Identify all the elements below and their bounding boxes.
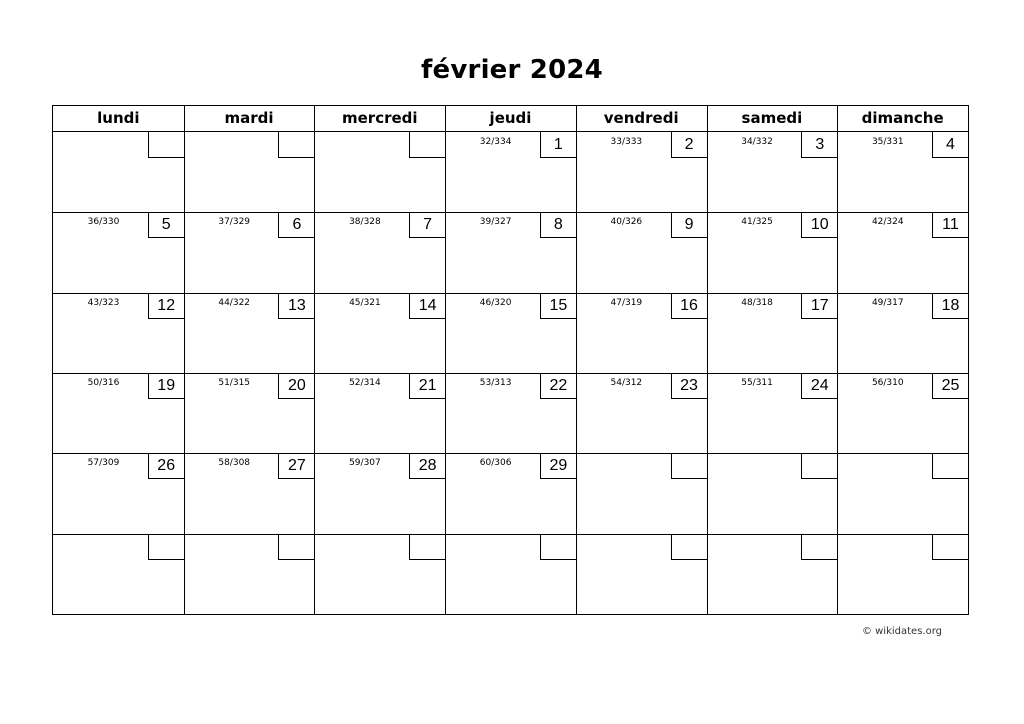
day-of-year-label: 56/310 [871,378,904,388]
day-of-year-label: 32/334 [479,137,512,147]
day-of-year-label: 49/317 [871,297,904,308]
day-number: 14 [409,293,445,319]
day-of-year-label: 53/313 [479,378,512,388]
day-of-year-label: 52/314 [349,378,381,388]
day-of-year-label: 43/323 [87,297,120,308]
day-cell [445,293,576,373]
day-of-year-label: 33/333 [610,137,643,147]
day-cell [837,212,968,292]
day-number: 17 [801,293,837,319]
day-of-year-label: 36/330 [87,217,120,228]
day-cell [576,373,707,453]
day-of-year-label: 58/308 [218,458,251,469]
day-cell [707,212,838,292]
day-number: 7 [409,212,445,238]
day-number: 12 [148,293,184,319]
day-number: 20 [278,373,314,399]
day-number: 27 [278,453,314,479]
day-cell [576,132,707,212]
day-cell [314,132,445,212]
day-cell [314,534,445,614]
day-number [278,132,314,158]
day-of-year-label: 50/316 [87,378,120,388]
weekday-header: vendredi [603,109,679,127]
day-of-year-label: 59/307 [349,458,381,469]
day-cell [184,132,315,212]
day-number [932,453,968,479]
day-cell [576,212,707,292]
day-number: 10 [801,212,837,238]
day-of-year-label: 39/327 [479,217,512,228]
day-cell [184,293,315,373]
weekday-header: mardi [224,109,274,127]
day-cell [837,453,968,533]
weekday-header: dimanche [861,109,944,127]
day-number: 5 [148,212,184,238]
day-of-year-label: 54/312 [610,378,643,388]
day-number [540,534,576,560]
day-of-year-label: 40/326 [610,217,643,228]
day-of-year-label: 47/319 [610,297,643,308]
weekday-header-row [53,106,968,132]
day-cell [707,293,838,373]
day-of-year-label: 41/325 [741,217,773,228]
day-of-year-label: 55/311 [741,378,773,388]
day-cell [707,132,838,212]
day-cell [314,212,445,292]
day-number [801,453,837,479]
day-cell [837,534,968,614]
weekday-header: jeudi [489,109,532,127]
day-number: 26 [148,453,184,479]
day-cell [184,212,315,292]
day-cell [837,132,968,212]
day-cell [184,453,315,533]
day-cell [445,453,576,533]
day-number: 3 [801,132,837,158]
day-number: 19 [148,373,184,399]
day-number: 9 [671,212,707,238]
day-number: 28 [409,453,445,479]
day-cell [707,453,838,533]
day-number: 6 [278,212,314,238]
day-cell [707,534,838,614]
day-cell [445,132,576,212]
day-of-year-label: 57/309 [87,458,120,469]
day-cell [445,534,576,614]
day-number [148,132,184,158]
day-number: 4 [932,132,968,158]
day-cell [314,293,445,373]
day-cell [837,293,968,373]
day-number: 21 [409,373,445,399]
calendar-grid [52,105,969,615]
day-number [409,132,445,158]
day-cell [445,212,576,292]
day-cell [445,373,576,453]
day-cell [576,453,707,533]
day-number [409,534,445,560]
day-cell [314,373,445,453]
weekday-header: lundi [97,109,140,127]
weekday-header: samedi [741,109,803,127]
copyright-footer: © wikidates.org [861,626,942,637]
day-cell [53,373,184,453]
day-cell [53,453,184,533]
day-number [671,534,707,560]
day-cell [576,293,707,373]
day-number [932,534,968,560]
day-number: 1 [540,132,576,158]
page-title: février 2024 [421,55,603,85]
day-number [671,453,707,479]
day-of-year-label: 60/306 [479,458,512,469]
day-of-year-label: 38/328 [349,217,381,228]
day-number: 25 [932,373,968,399]
day-of-year-label: 46/320 [479,297,512,308]
day-cell [837,373,968,453]
day-number: 2 [671,132,707,158]
day-of-year-label: 37/329 [218,217,251,228]
day-number: 23 [671,373,707,399]
day-number: 8 [540,212,576,238]
day-number: 24 [801,373,837,399]
day-of-year-label: 48/318 [741,297,773,308]
day-cell [53,534,184,614]
day-of-year-label: 35/331 [871,137,904,147]
day-cell [184,534,315,614]
day-number: 18 [932,293,968,319]
day-of-year-label: 44/322 [218,297,251,308]
day-number [278,534,314,560]
day-number: 11 [932,212,968,238]
day-cell [53,293,184,373]
day-of-year-label: 51/315 [218,378,251,388]
weekday-header: mercredi [342,109,418,127]
day-number [801,534,837,560]
day-number: 15 [540,293,576,319]
day-number: 13 [278,293,314,319]
day-number: 29 [540,453,576,479]
day-number: 22 [540,373,576,399]
day-cell [707,373,838,453]
day-of-year-label: 34/332 [741,137,773,147]
day-number [148,534,184,560]
day-of-year-label: 42/324 [871,217,904,228]
day-number: 16 [671,293,707,319]
day-cell [576,534,707,614]
day-cell [314,453,445,533]
day-cell [53,212,184,292]
day-of-year-label: 45/321 [349,297,381,308]
day-cell [184,373,315,453]
day-cell [53,132,184,212]
